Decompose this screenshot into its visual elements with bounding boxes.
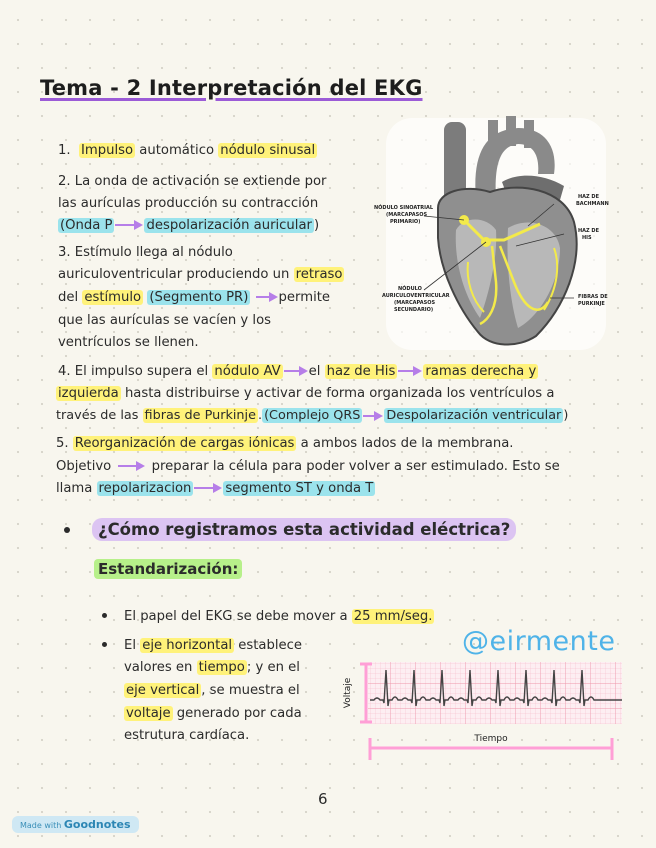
- item-2-line-3: (Onda P despolarización auricular ): [60, 218, 320, 233]
- ekg-strip: [340, 658, 630, 770]
- bullet: [64, 527, 70, 533]
- label-purkinje: FIBRAS DE PURKINJE: [578, 294, 608, 307]
- label-bachmann: HAZ DE BACHMANN: [576, 194, 609, 207]
- item-2-line-2: las aurículas producción su contracción: [58, 196, 319, 211]
- item-1: 1. Impulso automático nódulo sinusal: [58, 143, 316, 158]
- arrow-icon: [255, 291, 279, 303]
- label-av-node: NÓDULO AURICULOVENTRICULAR (MARCAPASOS SECUNDARIO): [382, 286, 450, 313]
- arrow-icon: [362, 410, 384, 422]
- bullet: [102, 613, 107, 618]
- heart-illustration: [368, 112, 618, 352]
- label-his: HAZ DE HIS: [578, 228, 599, 241]
- bullet-axes-line-3: eje vertical , se muestra el: [126, 683, 300, 698]
- section-question: ¿Cómo registramos esta actividad eléctrica?: [92, 518, 516, 541]
- item-3-line-5: ventrículos se llenen.: [58, 335, 199, 350]
- label-sinoatrial: NÓDULO SINOATRIAL (MARCAPASOS PRIMARIO): [374, 205, 434, 225]
- item-4-line-3: través de las fibras de Purkinje . (Complejo QRS Despolarización ventricular ): [56, 408, 569, 423]
- item-3-line-1: 3. Estímulo llega al nódulo: [58, 245, 233, 260]
- voltage-label: Voltaje: [343, 677, 353, 709]
- item-4-line-2: izquierda hasta distribuirse y activar de forma organizada los ventrículos a: [58, 386, 555, 401]
- item-5-line-3: llama repolarizacion segmento ST y onda T: [56, 481, 374, 496]
- arrow-icon: [114, 219, 144, 231]
- author-handle: @eirmente: [462, 626, 616, 657]
- bullet-axes-line-4: voltaje generado por cada: [126, 706, 302, 721]
- item-5-line-1: 5. Reorganización de cargas iónicas a ambos lados de la membrana.: [56, 436, 514, 451]
- page-number: 6: [318, 790, 328, 808]
- item-2-line-1: 2. La onda de activación se extiende por: [58, 174, 327, 189]
- item-3-line-3: del estímulo (Segmento PR) permite: [58, 290, 331, 305]
- arrow-icon: [115, 460, 147, 472]
- subheading-standardization: Estandarización:: [94, 559, 242, 579]
- bullet-axes-line-1: El eje horizontal establece: [124, 638, 303, 653]
- page-title: Tema - 2 Interpretación del EKG: [40, 76, 423, 100]
- item-4-line-1: 4. El impulso supera el nódulo AV el haz de His ramas derecha y: [58, 364, 537, 379]
- arrow-icon: [283, 365, 309, 377]
- item-3-line-2: auriculoventricular produciendo un retraso: [58, 267, 343, 282]
- arrow-icon: [397, 365, 423, 377]
- bullet-axes-line-2: valores en tiempo ; y en el: [124, 660, 300, 675]
- bullet-axes-line-5: estrutura cardíaca.: [124, 728, 250, 743]
- bullet: [102, 642, 107, 647]
- arrow-icon: [193, 482, 223, 494]
- time-label: Tiempo: [474, 734, 508, 744]
- goodnotes-badge: Made with Goodnotes: [12, 816, 139, 833]
- item-5-line-2: Objetivo preparar la célula para poder volver a ser estimulado. Esto se: [56, 459, 560, 474]
- bullet-paper-speed: El papel del EKG se debe mover a 25 mm/seg.: [124, 609, 433, 624]
- item-3-line-4: que las aurículas se vacíen y los: [58, 313, 272, 328]
